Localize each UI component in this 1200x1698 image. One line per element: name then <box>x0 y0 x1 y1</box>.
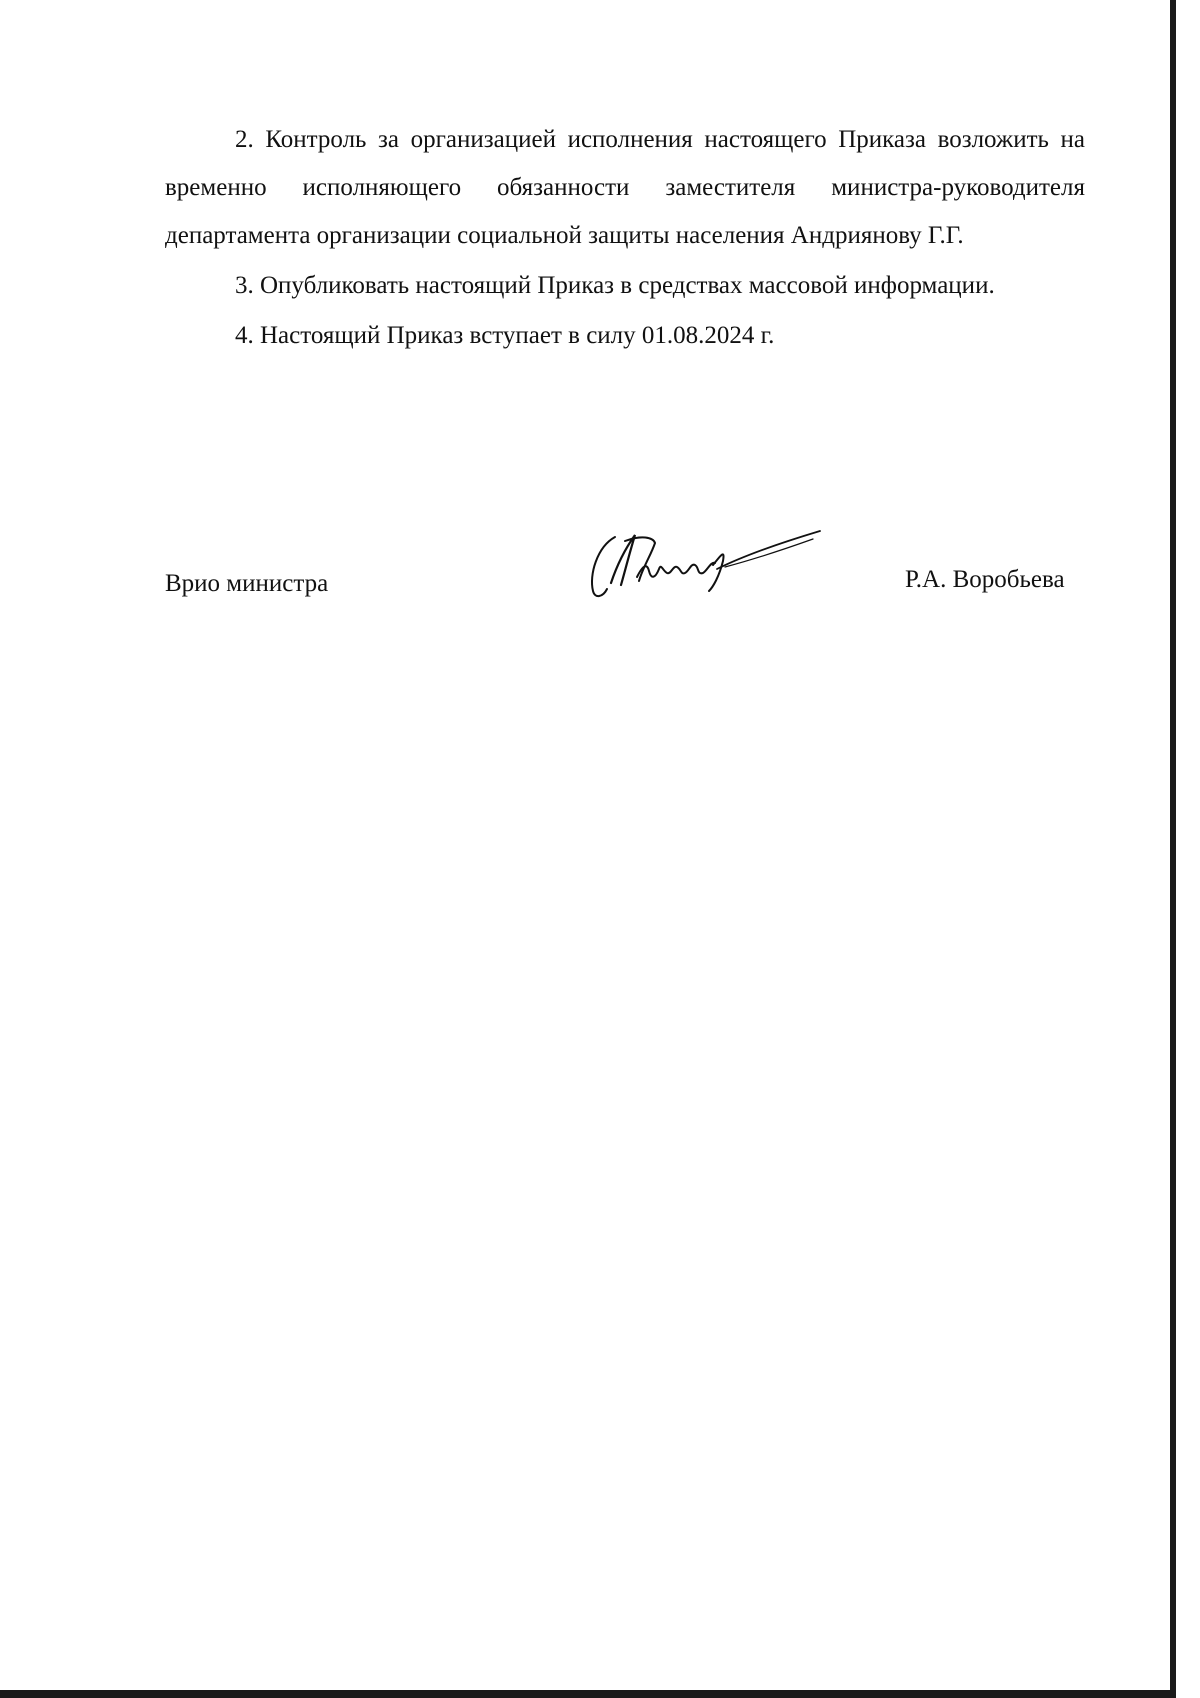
handwritten-signature <box>585 525 835 605</box>
signatory-position: Врио министра <box>165 570 329 597</box>
signatory-name: Р.А. Воробьева <box>905 566 1065 593</box>
order-item-3: 3. Опубликовать настоящий Приказ в средствах массовой информации. <box>235 272 995 299</box>
scan-edge-right <box>1170 0 1176 1698</box>
scan-edge-bottom <box>0 1690 1176 1698</box>
order-body <box>165 116 1085 360</box>
order-item-2: 2. Контроль за организацией исполнения настоящего Приказа возложить на временно исполняющего обязанности заместителя министра-руководителя департамента организации социальной защиты населения Андриянову Г.Г. <box>165 126 1085 249</box>
order-item-4: 4. Настоящий Приказ вступает в силу 01.08.2024 г. <box>235 322 775 349</box>
